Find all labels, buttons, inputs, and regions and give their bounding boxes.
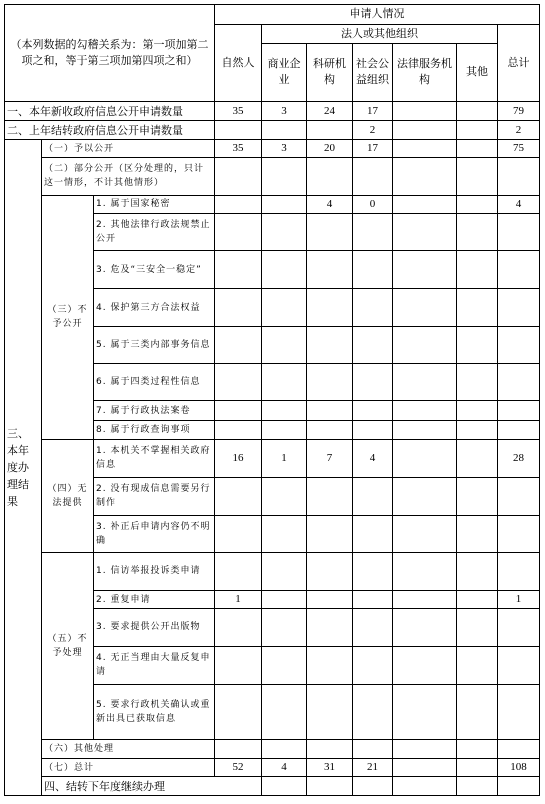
value-cell xyxy=(262,684,307,740)
value-cell: 2 xyxy=(498,121,540,140)
row-label: 5. 要求行政机关确认或重新出具已获取信息 xyxy=(94,684,215,740)
value-cell xyxy=(262,590,307,609)
value-cell: 3 xyxy=(262,139,307,158)
value-cell xyxy=(262,195,307,214)
value-cell xyxy=(393,364,457,401)
value-cell xyxy=(353,590,393,609)
value-cell xyxy=(393,121,457,140)
group-3-label: （三）不予公开 xyxy=(42,195,94,439)
gov-info-disclosure-table xyxy=(4,4,540,796)
value-cell xyxy=(393,740,457,759)
value-cell: 1 xyxy=(215,590,262,609)
value-cell: 31 xyxy=(307,758,353,777)
table-row xyxy=(5,158,540,195)
value-cell xyxy=(215,609,262,646)
value-cell xyxy=(215,421,262,440)
value-cell: 21 xyxy=(353,758,393,777)
value-cell xyxy=(262,401,307,421)
value-cell: 7 xyxy=(307,439,353,477)
value-cell: 4 xyxy=(307,195,353,214)
value-cell xyxy=(215,646,262,684)
row-label: 1. 本机关不掌握相关政府信息 xyxy=(94,439,215,477)
value-cell xyxy=(393,477,457,515)
value-cell xyxy=(393,195,457,214)
row-label: （六）其他处理 xyxy=(42,740,215,759)
row-label: （二）部分公开（区分处理的，只计这一情形，不计其他情形） xyxy=(42,158,215,195)
value-cell xyxy=(353,327,393,364)
value-cell: 28 xyxy=(498,439,540,477)
value-cell xyxy=(307,552,353,590)
value-cell xyxy=(393,439,457,477)
value-cell xyxy=(262,740,307,759)
value-cell xyxy=(393,289,457,327)
value-cell xyxy=(353,214,393,251)
group-5-label: （五）不予处理 xyxy=(42,552,94,739)
row-label: 2. 没有现成信息需要另行制作 xyxy=(94,477,215,515)
row-label: 3. 补正后申请内容仍不明确 xyxy=(94,515,215,552)
value-cell xyxy=(353,477,393,515)
header-law-service: 法律服务机构 xyxy=(393,44,457,102)
value-cell xyxy=(393,421,457,440)
row-label: 6. 属于四类过程性信息 xyxy=(94,364,215,401)
row-label: 8. 属于行政查询事项 xyxy=(94,421,215,440)
value-cell xyxy=(353,421,393,440)
section-3-label: 三、本年度办理结果 xyxy=(5,139,42,795)
value-cell xyxy=(353,364,393,401)
value-cell xyxy=(457,421,498,440)
value-cell xyxy=(262,646,307,684)
value-cell xyxy=(215,158,262,195)
value-cell xyxy=(457,684,498,740)
value-cell xyxy=(215,515,262,552)
row-label: （一）予以公开 xyxy=(42,139,215,158)
value-cell xyxy=(262,477,307,515)
value-cell xyxy=(498,158,540,195)
value-cell xyxy=(215,327,262,364)
value-cell xyxy=(393,590,457,609)
table-row xyxy=(5,758,540,777)
value-cell xyxy=(307,364,353,401)
value-cell xyxy=(262,214,307,251)
value-cell xyxy=(393,646,457,684)
value-cell xyxy=(498,515,540,552)
value-cell xyxy=(307,327,353,364)
header-social-welfare: 社会公益组织 xyxy=(353,44,393,102)
header-applicant-situation: 申请人情况 xyxy=(215,5,540,25)
value-cell xyxy=(393,552,457,590)
value-cell xyxy=(457,327,498,364)
value-cell xyxy=(262,121,307,140)
value-cell xyxy=(307,515,353,552)
value-cell: 52 xyxy=(215,758,262,777)
row-label: 5. 属于三类内部事务信息 xyxy=(94,327,215,364)
row-label: 四、结转下年度继续办理 xyxy=(42,777,262,796)
value-cell xyxy=(393,158,457,195)
value-cell xyxy=(457,646,498,684)
value-cell xyxy=(498,777,540,796)
value-cell: 17 xyxy=(353,101,393,121)
value-cell: 2 xyxy=(353,121,393,140)
value-cell xyxy=(498,421,540,440)
value-cell xyxy=(307,684,353,740)
value-cell xyxy=(393,101,457,121)
table-row xyxy=(5,139,540,158)
value-cell xyxy=(307,401,353,421)
value-cell xyxy=(262,327,307,364)
value-cell xyxy=(353,552,393,590)
value-cell xyxy=(215,195,262,214)
value-cell xyxy=(498,609,540,646)
value-cell xyxy=(307,158,353,195)
row-label: 3. 危及“三安全一稳定” xyxy=(94,251,215,289)
value-cell xyxy=(215,740,262,759)
row-label: 二、上年结转政府信息公开申请数量 xyxy=(5,121,215,140)
value-cell xyxy=(215,401,262,421)
value-cell xyxy=(307,121,353,140)
value-cell: 3 xyxy=(262,101,307,121)
value-cell xyxy=(215,251,262,289)
value-cell xyxy=(457,777,498,796)
value-cell xyxy=(457,477,498,515)
value-cell xyxy=(353,515,393,552)
value-cell xyxy=(457,515,498,552)
value-cell: 4 xyxy=(353,439,393,477)
value-cell xyxy=(307,289,353,327)
value-cell xyxy=(353,684,393,740)
row-label: 3. 要求提供公开出版物 xyxy=(94,609,215,646)
value-cell xyxy=(393,515,457,552)
row-label: 7. 属于行政执法案卷 xyxy=(94,401,215,421)
value-cell xyxy=(393,758,457,777)
value-cell xyxy=(353,740,393,759)
value-cell xyxy=(262,251,307,289)
row-label: 2. 其他法律行政法规禁止公开 xyxy=(94,214,215,251)
value-cell xyxy=(498,740,540,759)
value-cell xyxy=(307,590,353,609)
value-cell xyxy=(457,121,498,140)
value-cell xyxy=(353,777,393,796)
value-cell xyxy=(498,214,540,251)
value-cell: 1 xyxy=(262,439,307,477)
value-cell xyxy=(498,477,540,515)
value-cell: 35 xyxy=(215,139,262,158)
value-cell xyxy=(353,646,393,684)
value-cell xyxy=(215,364,262,401)
value-cell xyxy=(498,401,540,421)
value-cell xyxy=(307,777,353,796)
value-cell xyxy=(457,364,498,401)
value-cell xyxy=(498,251,540,289)
value-cell xyxy=(353,289,393,327)
value-cell xyxy=(498,364,540,401)
value-cell xyxy=(393,327,457,364)
group-4-label: （四）无法提供 xyxy=(42,439,94,552)
value-cell xyxy=(457,758,498,777)
row-label: （七）总计 xyxy=(42,758,215,777)
value-cell xyxy=(215,477,262,515)
value-cell xyxy=(307,477,353,515)
value-cell: 24 xyxy=(307,101,353,121)
header-other: 其他 xyxy=(457,44,498,102)
value-cell xyxy=(307,214,353,251)
value-cell xyxy=(307,609,353,646)
value-cell xyxy=(457,251,498,289)
value-cell xyxy=(262,515,307,552)
row-label: 1. 信访举报投诉类申请 xyxy=(94,552,215,590)
value-cell xyxy=(498,552,540,590)
value-cell xyxy=(262,609,307,646)
value-cell xyxy=(353,401,393,421)
value-cell xyxy=(457,289,498,327)
value-cell xyxy=(393,777,457,796)
value-cell xyxy=(393,609,457,646)
value-cell xyxy=(353,609,393,646)
value-cell xyxy=(262,289,307,327)
header-note: （本列数据的勾稽关系为：第一项加第二项之和，等于第三项加第四项之和） xyxy=(5,5,215,102)
value-cell xyxy=(307,421,353,440)
value-cell xyxy=(457,740,498,759)
value-cell: 16 xyxy=(215,439,262,477)
table-row xyxy=(5,101,540,121)
value-cell xyxy=(498,327,540,364)
value-cell xyxy=(393,214,457,251)
value-cell: 1 xyxy=(498,590,540,609)
value-cell xyxy=(457,590,498,609)
value-cell xyxy=(393,684,457,740)
table-row xyxy=(5,121,540,140)
header-business: 商业企业 xyxy=(262,44,307,102)
value-cell xyxy=(457,401,498,421)
value-cell xyxy=(498,684,540,740)
value-cell xyxy=(215,121,262,140)
value-cell xyxy=(353,158,393,195)
value-cell xyxy=(393,401,457,421)
header-research: 科研机构 xyxy=(307,44,353,102)
value-cell xyxy=(457,214,498,251)
table-row xyxy=(5,439,540,477)
table-row xyxy=(5,552,540,590)
value-cell xyxy=(307,251,353,289)
value-cell xyxy=(498,289,540,327)
value-cell: 20 xyxy=(307,139,353,158)
table-row xyxy=(5,740,540,759)
value-cell xyxy=(353,251,393,289)
value-cell xyxy=(262,364,307,401)
table-row xyxy=(5,777,540,796)
value-cell: 4 xyxy=(498,195,540,214)
value-cell xyxy=(262,421,307,440)
value-cell xyxy=(457,158,498,195)
header-natural-person: 自然人 xyxy=(215,24,262,101)
value-cell xyxy=(457,139,498,158)
value-cell xyxy=(457,552,498,590)
row-label: 2. 重复申请 xyxy=(94,590,215,609)
value-cell xyxy=(215,214,262,251)
value-cell xyxy=(215,552,262,590)
row-label: 1. 属于国家秘密 xyxy=(94,195,215,214)
value-cell xyxy=(498,646,540,684)
value-cell xyxy=(393,251,457,289)
header-total: 总计 xyxy=(498,24,540,101)
value-cell xyxy=(457,439,498,477)
value-cell: 79 xyxy=(498,101,540,121)
row-label: 4. 保护第三方合法权益 xyxy=(94,289,215,327)
value-cell: 0 xyxy=(353,195,393,214)
row-label: 4. 无正当理由大量反复申请 xyxy=(94,646,215,684)
value-cell xyxy=(307,646,353,684)
table-row xyxy=(5,195,540,214)
value-cell xyxy=(457,609,498,646)
row-label: 一、本年新收政府信息公开申请数量 xyxy=(5,101,215,121)
value-cell: 17 xyxy=(353,139,393,158)
value-cell: 108 xyxy=(498,758,540,777)
value-cell xyxy=(215,684,262,740)
value-cell xyxy=(262,158,307,195)
value-cell xyxy=(393,139,457,158)
value-cell: 4 xyxy=(262,758,307,777)
value-cell xyxy=(262,777,307,796)
value-cell xyxy=(457,101,498,121)
value-cell xyxy=(215,289,262,327)
value-cell: 75 xyxy=(498,139,540,158)
value-cell xyxy=(307,740,353,759)
value-cell xyxy=(262,552,307,590)
header-legal-org: 法人或其他组织 xyxy=(262,24,498,44)
value-cell: 35 xyxy=(215,101,262,121)
value-cell xyxy=(457,195,498,214)
